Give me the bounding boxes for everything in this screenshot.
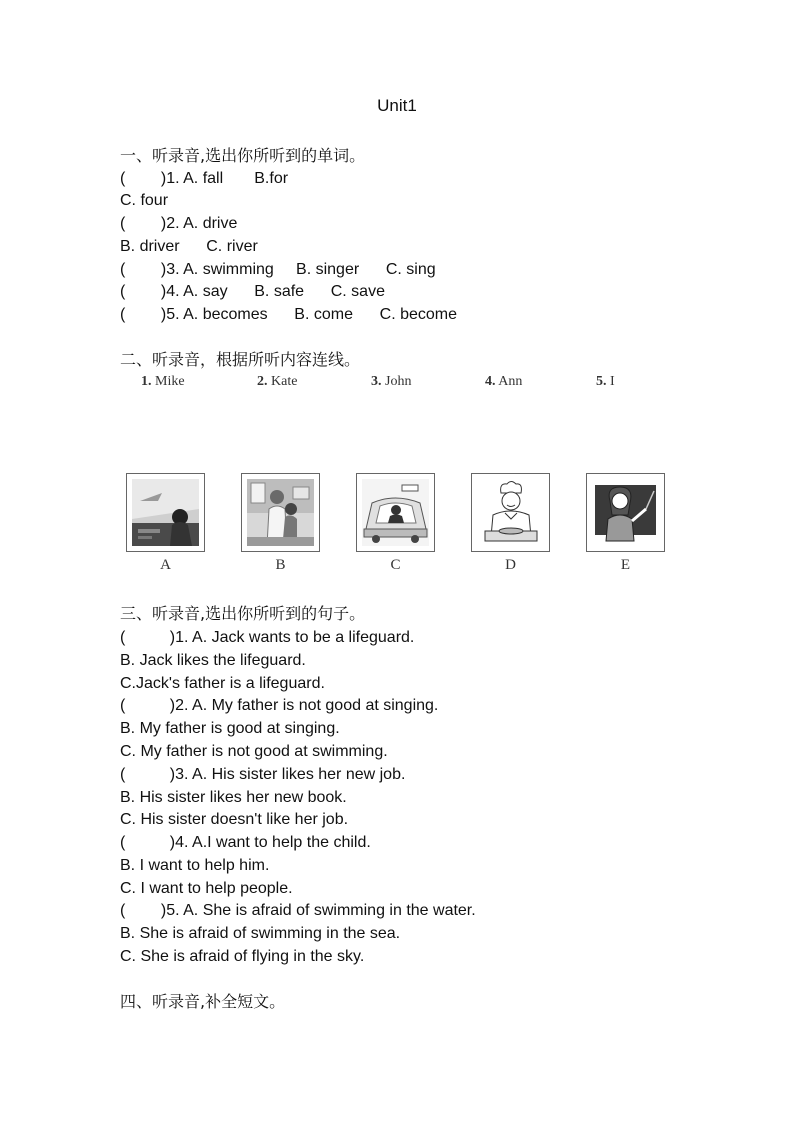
teacher-icon xyxy=(592,479,659,546)
section3-line: B. His sister likes her new book. xyxy=(120,789,347,806)
section3-line: C.Jack's father is a lifeguard. xyxy=(120,675,325,692)
picture-label: D xyxy=(505,557,516,573)
section3-line: C. She is afraid of flying in the sky. xyxy=(120,948,365,965)
section2-heading: 二、听录音，根据所听内容连线。 xyxy=(120,350,361,369)
name-item: 2. Kate xyxy=(257,374,298,389)
section3-line: C. His sister doesn't like her job. xyxy=(120,811,349,828)
picture-label: E xyxy=(620,557,631,573)
section1-line: ( )1. A. fall B.for xyxy=(120,170,289,187)
taxi-driver-icon xyxy=(362,479,429,546)
name-item: 4. Ann xyxy=(485,374,523,389)
section1-line: ( )2. A. drive xyxy=(120,215,238,232)
picture-label: C xyxy=(390,557,401,573)
picture-d xyxy=(471,473,550,552)
picture-b xyxy=(241,473,320,552)
section1-line: ( )5. A. becomes B. come C. become xyxy=(120,306,458,323)
section1-line: C. four xyxy=(120,192,169,209)
name-item: 5. I xyxy=(596,374,615,389)
section1-heading: 一、听录音,选出你所听到的单词。 xyxy=(120,146,366,165)
section3-line: B. I want to help him. xyxy=(120,857,270,874)
section1-line: ( )3. A. swimming B. singer C. sing xyxy=(120,261,436,278)
section3-line: ( )1. A. Jack wants to be a lifeguard. xyxy=(120,629,415,646)
section1-line: B. driver C. river xyxy=(120,238,258,255)
section3-heading: 三、听录音,选出你所听到的句子。 xyxy=(120,604,366,623)
pilot-cockpit-icon xyxy=(132,479,199,546)
name-list xyxy=(0,374,794,396)
page-title: Unit1 xyxy=(377,96,417,115)
section3-line: B. She is afraid of swimming in the sea. xyxy=(120,925,401,942)
section3-line: C. My father is not good at swimming. xyxy=(120,743,388,760)
picture-e xyxy=(586,473,665,552)
section3-line: ( )3. A. His sister likes her new job. xyxy=(120,766,406,783)
section3-line: ( )4. A.I want to help the child. xyxy=(120,834,371,851)
cook-icon xyxy=(477,479,544,546)
section3-line: ( )5. A. She is afraid of swimming in the water. xyxy=(120,902,476,919)
picture-a xyxy=(126,473,205,552)
name-item: 1. Mike xyxy=(141,374,185,389)
picture-label: B xyxy=(275,557,286,573)
section3-line: ( )2. A. My father is not good at singing. xyxy=(120,697,439,714)
section1-line: ( )4. A. say B. safe C. save xyxy=(120,283,385,300)
section4-heading: 四、听录音,补全短文。 xyxy=(120,992,286,1011)
picture-label: A xyxy=(160,557,171,573)
name-item: 3. John xyxy=(371,374,412,389)
doctor-icon xyxy=(247,479,314,546)
section3-line: C. I want to help people. xyxy=(120,880,293,897)
section3-line: B. Jack likes the lifeguard. xyxy=(120,652,306,669)
section3-line: B. My father is good at singing. xyxy=(120,720,340,737)
picture-c xyxy=(356,473,435,552)
